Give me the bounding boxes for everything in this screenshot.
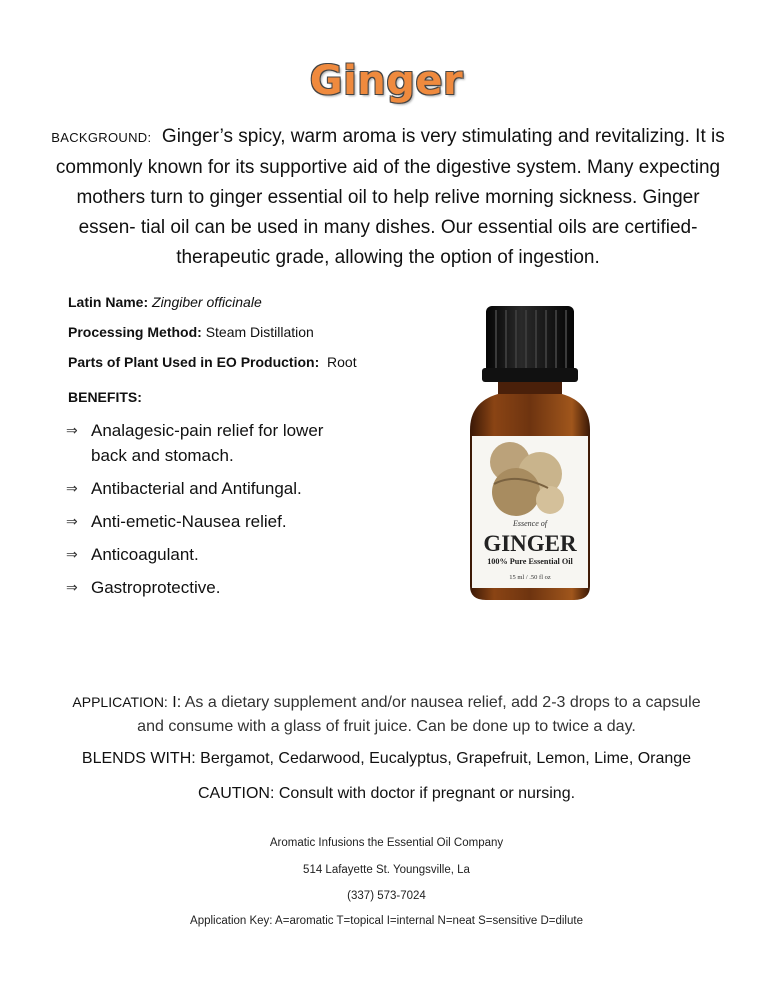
latin-name-row [68, 292, 357, 322]
bottle-brand-text: Essence of [513, 519, 547, 528]
product-bottle-image [458, 302, 608, 602]
benefits-list [66, 418, 356, 608]
caution-text: Consult with doctor if pregnant or nursing. [278, 785, 576, 802]
processing-method-value: Steam Distillation [205, 324, 314, 340]
latin-name-value: Zingiber officinale [152, 294, 262, 310]
double-arrow-icon: ⇒ [66, 513, 78, 529]
list-item [66, 476, 356, 501]
background-paragraph [48, 122, 728, 273]
bottle-name-text: GINGER [483, 531, 577, 556]
benefit-text: Anti-emetic-Nausea relief. [91, 512, 287, 531]
page-title: Ginger [309, 58, 464, 104]
double-arrow-icon: ⇒ [66, 579, 78, 595]
latin-name-label: Latin Name: [68, 294, 149, 310]
caution-label: CAUTION: [197, 785, 275, 802]
background-label: BACKGROUND: [51, 130, 152, 145]
plant-parts-label: Parts of Plant Used in EO Production: [68, 354, 320, 370]
bottle-neck [498, 382, 562, 394]
application-label: APPLICATION: [72, 694, 168, 710]
background-text: Ginger’s spicy, warm aroma is very stimulating and revitalizing. It is commonly known for its supportive aid of the digestive system. Many expecting mothers turn to ginger essential oil to help relive morning sickness. Ginger essen- tial oil can be used in many dishes. Our essential oils are certified-therapeutic grade, allowing the option of ingestion. [55, 126, 725, 268]
double-arrow-icon: ⇒ [66, 546, 78, 562]
double-arrow-icon: ⇒ [66, 480, 78, 496]
footer-application-key: Application Key: A=aromatic T=topical I=internal N=neat S=sensitive D=dilute [190, 915, 583, 927]
caution-line [0, 785, 773, 803]
processing-method-label: Processing Method: [68, 324, 202, 340]
footer-phone: (337) 573-7024 [347, 890, 426, 902]
benefits-heading: BENEFITS: [68, 389, 142, 405]
blends-label: BLENDS WITH: [81, 750, 196, 767]
footer-company: Aromatic Infusions the Essential Oil Company [269, 837, 504, 849]
application-paragraph [60, 690, 713, 739]
application-text: As a dietary supplement and/or nausea relief, add 2-3 drops to a capsule and consume with a glass of fruit juice. Can be done up to twice a day. [137, 694, 701, 735]
product-facts [68, 292, 357, 382]
double-arrow-icon: ⇒ [66, 422, 78, 438]
blends-text: Bergamot, Cedarwood, Eucalyptus, Grapefruit, Lemon, Lime, Orange [200, 750, 692, 767]
footer-address: 514 Lafayette St. Youngsville, La [303, 864, 470, 876]
list-item [66, 509, 356, 534]
list-item [66, 418, 356, 468]
plant-parts-row [68, 352, 357, 382]
benefit-text: Antibacterial and Antifungal. [91, 479, 302, 498]
list-item [66, 575, 356, 600]
benefit-text: Analagesic-pain relief for lower back and stomach. [91, 421, 324, 465]
benefit-text: Anticoagulant. [91, 545, 199, 564]
application-key: I: [172, 694, 182, 711]
processing-method-row [68, 322, 357, 352]
bottle-subtitle-text: 100% Pure Essential Oil [487, 557, 573, 566]
bottle-volume-text: 15 ml / .50 fl oz [509, 574, 551, 581]
bottle-illustration [458, 302, 608, 602]
benefit-text: Gastroprotective. [91, 578, 221, 597]
bottle-cap [482, 306, 578, 382]
plant-parts-value: Root [327, 354, 357, 370]
list-item [66, 542, 356, 567]
bottle-label [472, 436, 588, 588]
blends-line [0, 750, 773, 768]
